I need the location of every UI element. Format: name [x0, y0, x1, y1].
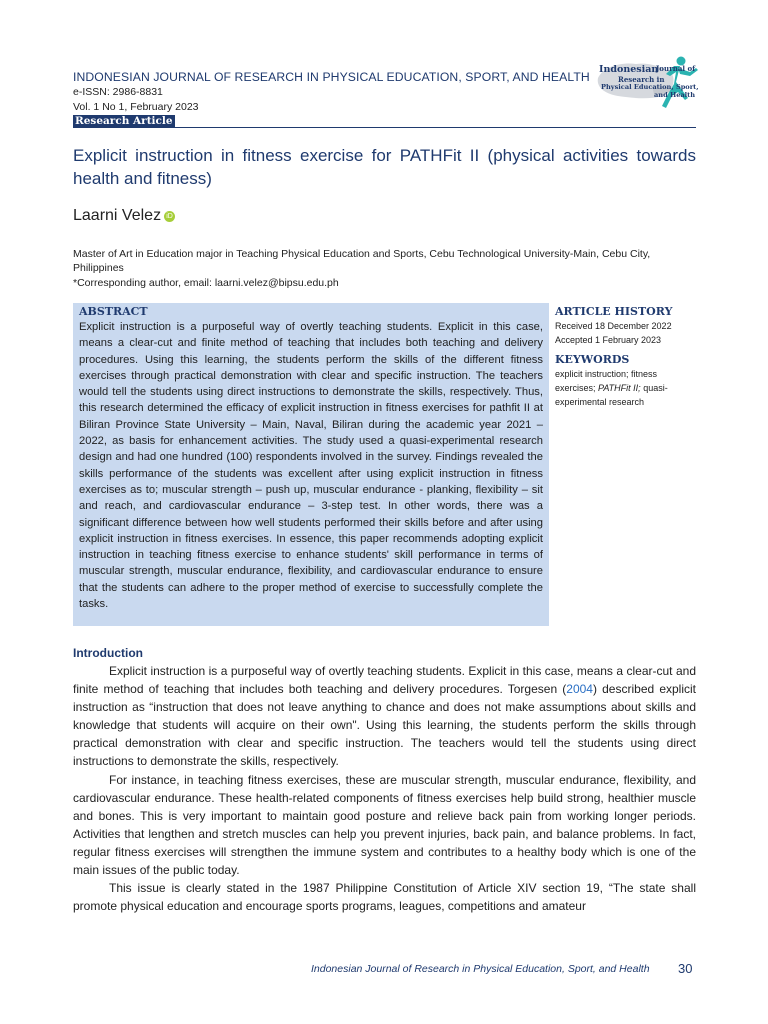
abstract-text: Explicit instruction is a purposeful way of overtly teaching students. Explicit in this case, means a clear-cut and finite method of teaching that includes both teaching and delivery procedures. Using this learning, the students perform the skills of the different fitness exercises through practical demonstration with clear and specific instruction. The teachers would tell the students using direct instructions to demonstrate the skills, respectively. Thus, this research determined the efficacy of explicit instruction in fitness exercises for pathfit II at Biliran Province State University – Main, Naval, Biliran during the academic year 2021 – 2022, as basis for enhancement activities. The study used a quasi-experimental research design and had one hundred (100) respondents involved in the survey. Findings revealed the skills performance of the students was excellent after using explicit instruction in fitness exercises as to; muscular strength – push up, muscular endurance - planking, flexibility – sit and reach, and cardiovascular endurance – 3-step test. In other words, there was a significant difference between how well students performed their skills before and after using explicit instruction in fitness exercises. In essence, this paper recommends adopting explicit instruction in teaching fitness exercise to enhance students' skill performance in terms of muscular strength, muscular endurance, flexibility, and cardiovascular endurance to ensure that the students can adhere to the proper method of exercise to successfully complete the tasks.: [79, 321, 543, 611]
paragraph-1: [73, 662, 696, 771]
abstract-heading: ABSTRACT: [79, 305, 148, 318]
volume-info: Vol. 1 No 1, February 2023: [73, 101, 199, 113]
keywords-italic: PATHFit II;: [598, 383, 641, 393]
keywords-part2: quasi-experimental research: [555, 383, 668, 407]
author: [73, 207, 175, 225]
keywords-part1: explicit instruction; fitness exercises;: [555, 369, 658, 393]
abstract-box: [73, 303, 549, 626]
corresponding-author: *Corresponding author, email: laarni.velez@bipsu.edu.ph: [73, 277, 339, 289]
paragraph-3: This issue is clearly stated in the 1987 Philippine Constitution of Article XIV section 19, “The state shall promote physical education and encourage sports programs, leagues, competitions and amateur: [73, 881, 696, 914]
article-history-heading: ARTICLE HISTORY: [555, 305, 673, 318]
accepted-date: Accepted 1 February 2023: [555, 335, 662, 345]
author-name: Laarni Velez: [73, 207, 162, 224]
section-heading-introduction: Introduction: [73, 646, 143, 660]
article-history: [555, 304, 695, 347]
logo-text-line1: Indonesian: [599, 64, 659, 75]
orcid-icon[interactable]: iD: [164, 211, 175, 222]
body-text: [73, 662, 696, 915]
logo-text-line3: Physical Education, Sport,: [601, 83, 699, 91]
paragraph-2: For instance, in teaching fitness exercises, these are muscular strength, muscular endurance, flexibility, and cardiovascular endurance. These health-related components of fitness exercises help build strong, healthier muscle and bones. This is very important to maintain good posture and relieve back pain from working longer periods. Activities that lengthen and stretch muscles can help you prevent injuries, back pain, and balance problems. In fact, regular fitness exercises will strengthen the immune system and contributes to a healthy body which is one of the main issues of the public today.: [73, 772, 696, 878]
received-date: Received 18 December 2022: [555, 321, 672, 331]
article-title: Explicit instruction in fitness exercise for PATHFit II (physical activities towards health and fitness): [73, 146, 696, 188]
citation-link[interactable]: 2004: [566, 682, 593, 697]
logo-text-line2: Research in: [618, 75, 665, 84]
footer-journal: Indonesian Journal of Research in Physical Education, Sport, and Health: [311, 963, 650, 975]
affiliation: Master of Art in Education major in Teaching Physical Education and Sports, Cebu Technological University-Main, Cebu City, Philippines: [73, 248, 651, 274]
paragraph-1-rest: ) described explicit instruction as “instruction that does not leave anything to chance and does not make assumptions about skills and knowledge that students will acquire on their own". Using this learning, the students perform the skills through practical demonstration with clear and specific instruction. The teachers would tell the students using direct instructions to demonstrate the skills, respectively.: [73, 682, 697, 769]
logo-text-line1b: Journal of: [656, 64, 696, 73]
keywords: [555, 352, 695, 409]
paragraph-1-text: Explicit instruction is a purposeful way of overtly teaching students. Explicit in this case, means a clear-cut and finite method of teaching that includes both teaching and delivery procedures. Torgesen (: [73, 664, 696, 697]
journal-logo: [592, 52, 707, 118]
page-number: 30: [678, 961, 693, 976]
journal-name: INDONESIAN JOURNAL OF RESEARCH IN PHYSICAL EDUCATION, SPORT, AND HEALTH: [73, 70, 590, 84]
issn: e-ISSN: 2986-8831: [73, 86, 163, 98]
logo-text-line4: and Health: [654, 91, 696, 99]
header-rule: [73, 127, 696, 128]
article-type-badge: Research Article: [75, 115, 173, 127]
keywords-heading: KEYWORDS: [555, 353, 630, 366]
keywords-list: [555, 367, 695, 409]
